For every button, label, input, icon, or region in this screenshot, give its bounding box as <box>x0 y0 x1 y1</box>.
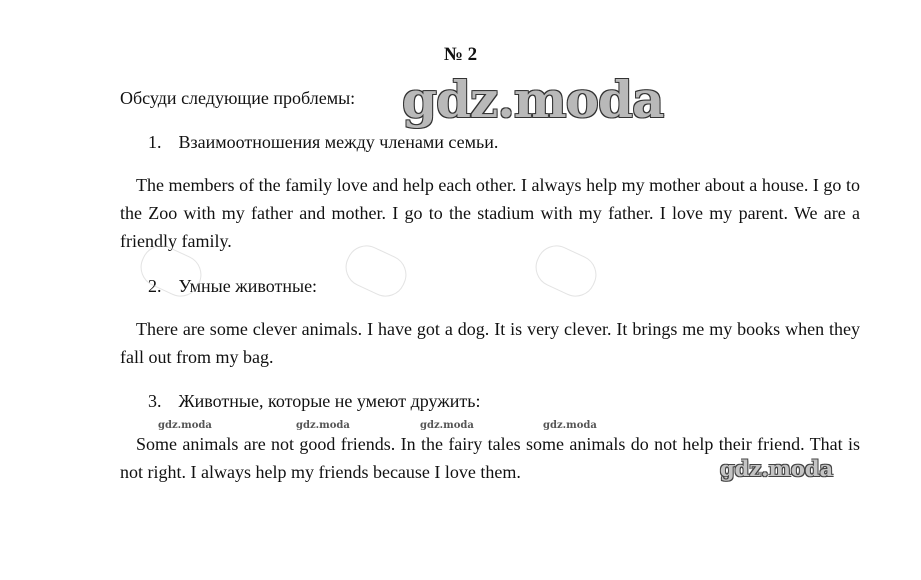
watermark-small: gdz.moda <box>158 420 212 431</box>
item-3-heading <box>148 391 480 412</box>
exercise-number: № 2 <box>443 44 478 65</box>
item-heading: Животные, которые не умеют дружить: <box>178 391 481 411</box>
task-prompt: Обсуди следующие проблемы: <box>120 88 356 108</box>
item-number: 1. <box>148 132 162 152</box>
item-1-text: The members of the family love and help each other. I always help my mother about a house. I go to the Zoo with my father and mother. I go to the stadium with my father. I love my parent. We are a friendly family. <box>120 175 860 251</box>
watermark-small: gdz.moda <box>296 420 350 431</box>
watermark-small: gdz.moda <box>543 420 597 431</box>
item-heading: Взаимоотношения между членами семьи. <box>178 132 499 152</box>
item-number: 3. <box>148 391 162 411</box>
item-number: 2. <box>148 276 162 296</box>
watermark-small: gdz.moda <box>420 420 474 431</box>
watermark-logo-end: gdz.moda <box>720 456 834 481</box>
item-3-text: Some animals are not good friends. In the fairy tales some animals do not help their friend. That is not right. I always help my friends because I love them. <box>120 434 860 482</box>
item-heading: Умные животные: <box>178 276 318 296</box>
item-2-text: There are some clever animals. I have got a dog. It is very clever. It brings me my books when they fall out from my bag. <box>120 319 860 367</box>
watermark-logo: gdz.moda <box>402 70 664 129</box>
item-1-heading <box>148 132 498 153</box>
